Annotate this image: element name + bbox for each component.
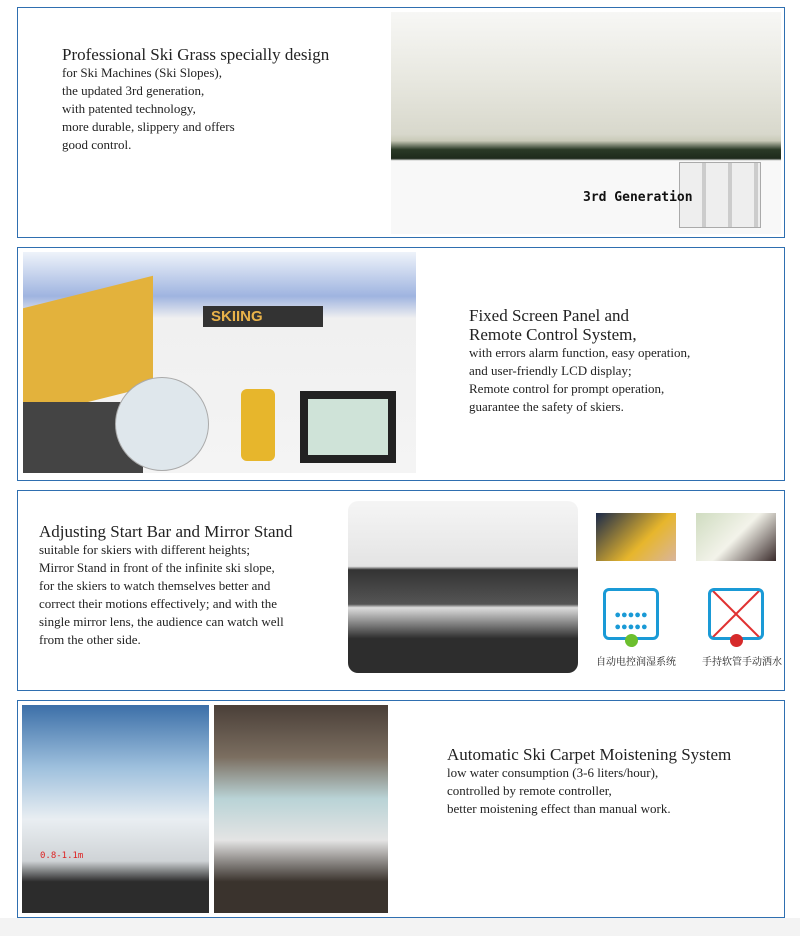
text-line: suitable for skiers with different heights; [39,542,250,557]
text-line: from the other side. [39,632,141,647]
x-mark-icon [730,634,743,647]
banner-text: SKIING [203,306,323,327]
auto-moistening-label: 自动电控润湿系统 [596,657,676,668]
check-icon [625,634,638,647]
text-line: single mirror lens, the audience can watch well [39,614,284,629]
text-line: good control. [62,137,132,152]
section-title: Professional Ski Grass specially design [62,45,330,64]
hose-spraying-photo [696,513,776,561]
text-line: correct their motions effectively; and with the [39,596,278,611]
start-bar-text [39,522,293,649]
section-moistening [17,700,785,918]
control-system-text [469,306,690,416]
ski-slope-photo [23,252,416,473]
text-line: Remote control for prompt operation, [469,381,665,396]
lcd-screen-image [300,391,396,463]
height-label: 0.8-1.1m [40,851,84,861]
remote-control-image [241,389,275,461]
mall-slope-photo [214,705,388,913]
text-line: for the skiers to watch themselves better and [39,578,271,593]
remote-hand-photo [596,513,676,561]
text-line: more durable, slippery and offers [62,119,235,134]
section-title: Fixed Screen Panel and [469,306,630,325]
section-start-bar [17,490,785,691]
text-line: the updated 3rd generation, [62,83,205,98]
start-bar-inset [115,377,209,471]
hose-person-crossed-icon [708,588,764,640]
section-ski-grass [17,7,785,238]
text-line: with errors alarm function, easy operation, [469,345,691,360]
sprinkler-icon: ●●●●● ●●●●● [603,588,659,640]
mirror-stand-photo [22,705,209,913]
text-line: guarantee the safety of skiers. [469,399,624,414]
text-line: Mirror Stand in front of the infinite ski slope, [39,560,275,575]
ski-grass-text [62,45,329,154]
section-title: Adjusting Start Bar and Mirror Stand [39,522,293,541]
manual-hose-label: 手持软管手动洒水 [702,657,782,668]
text-line: controlled by remote controller, [447,783,612,798]
text-line: for Ski Machines (Ski Slopes), [62,65,222,80]
section-title: Automatic Ski Carpet Moistening System [447,745,732,764]
text-line: and user-friendly LCD display; [469,363,632,378]
start-bar-photo [348,501,578,673]
text-line: with patented technology, [62,101,196,116]
text-line: low water consumption (3-6 liters/hour), [447,765,659,780]
section-control-system [17,247,785,481]
page-bottom-strip [0,918,800,936]
generation-caption: 3rd Generation [583,190,693,205]
text-line: better moistening effect than manual work. [447,801,671,816]
moistening-text [447,745,731,818]
ski-grass-image [391,12,781,234]
section-title: Remote Control System, [469,325,637,344]
